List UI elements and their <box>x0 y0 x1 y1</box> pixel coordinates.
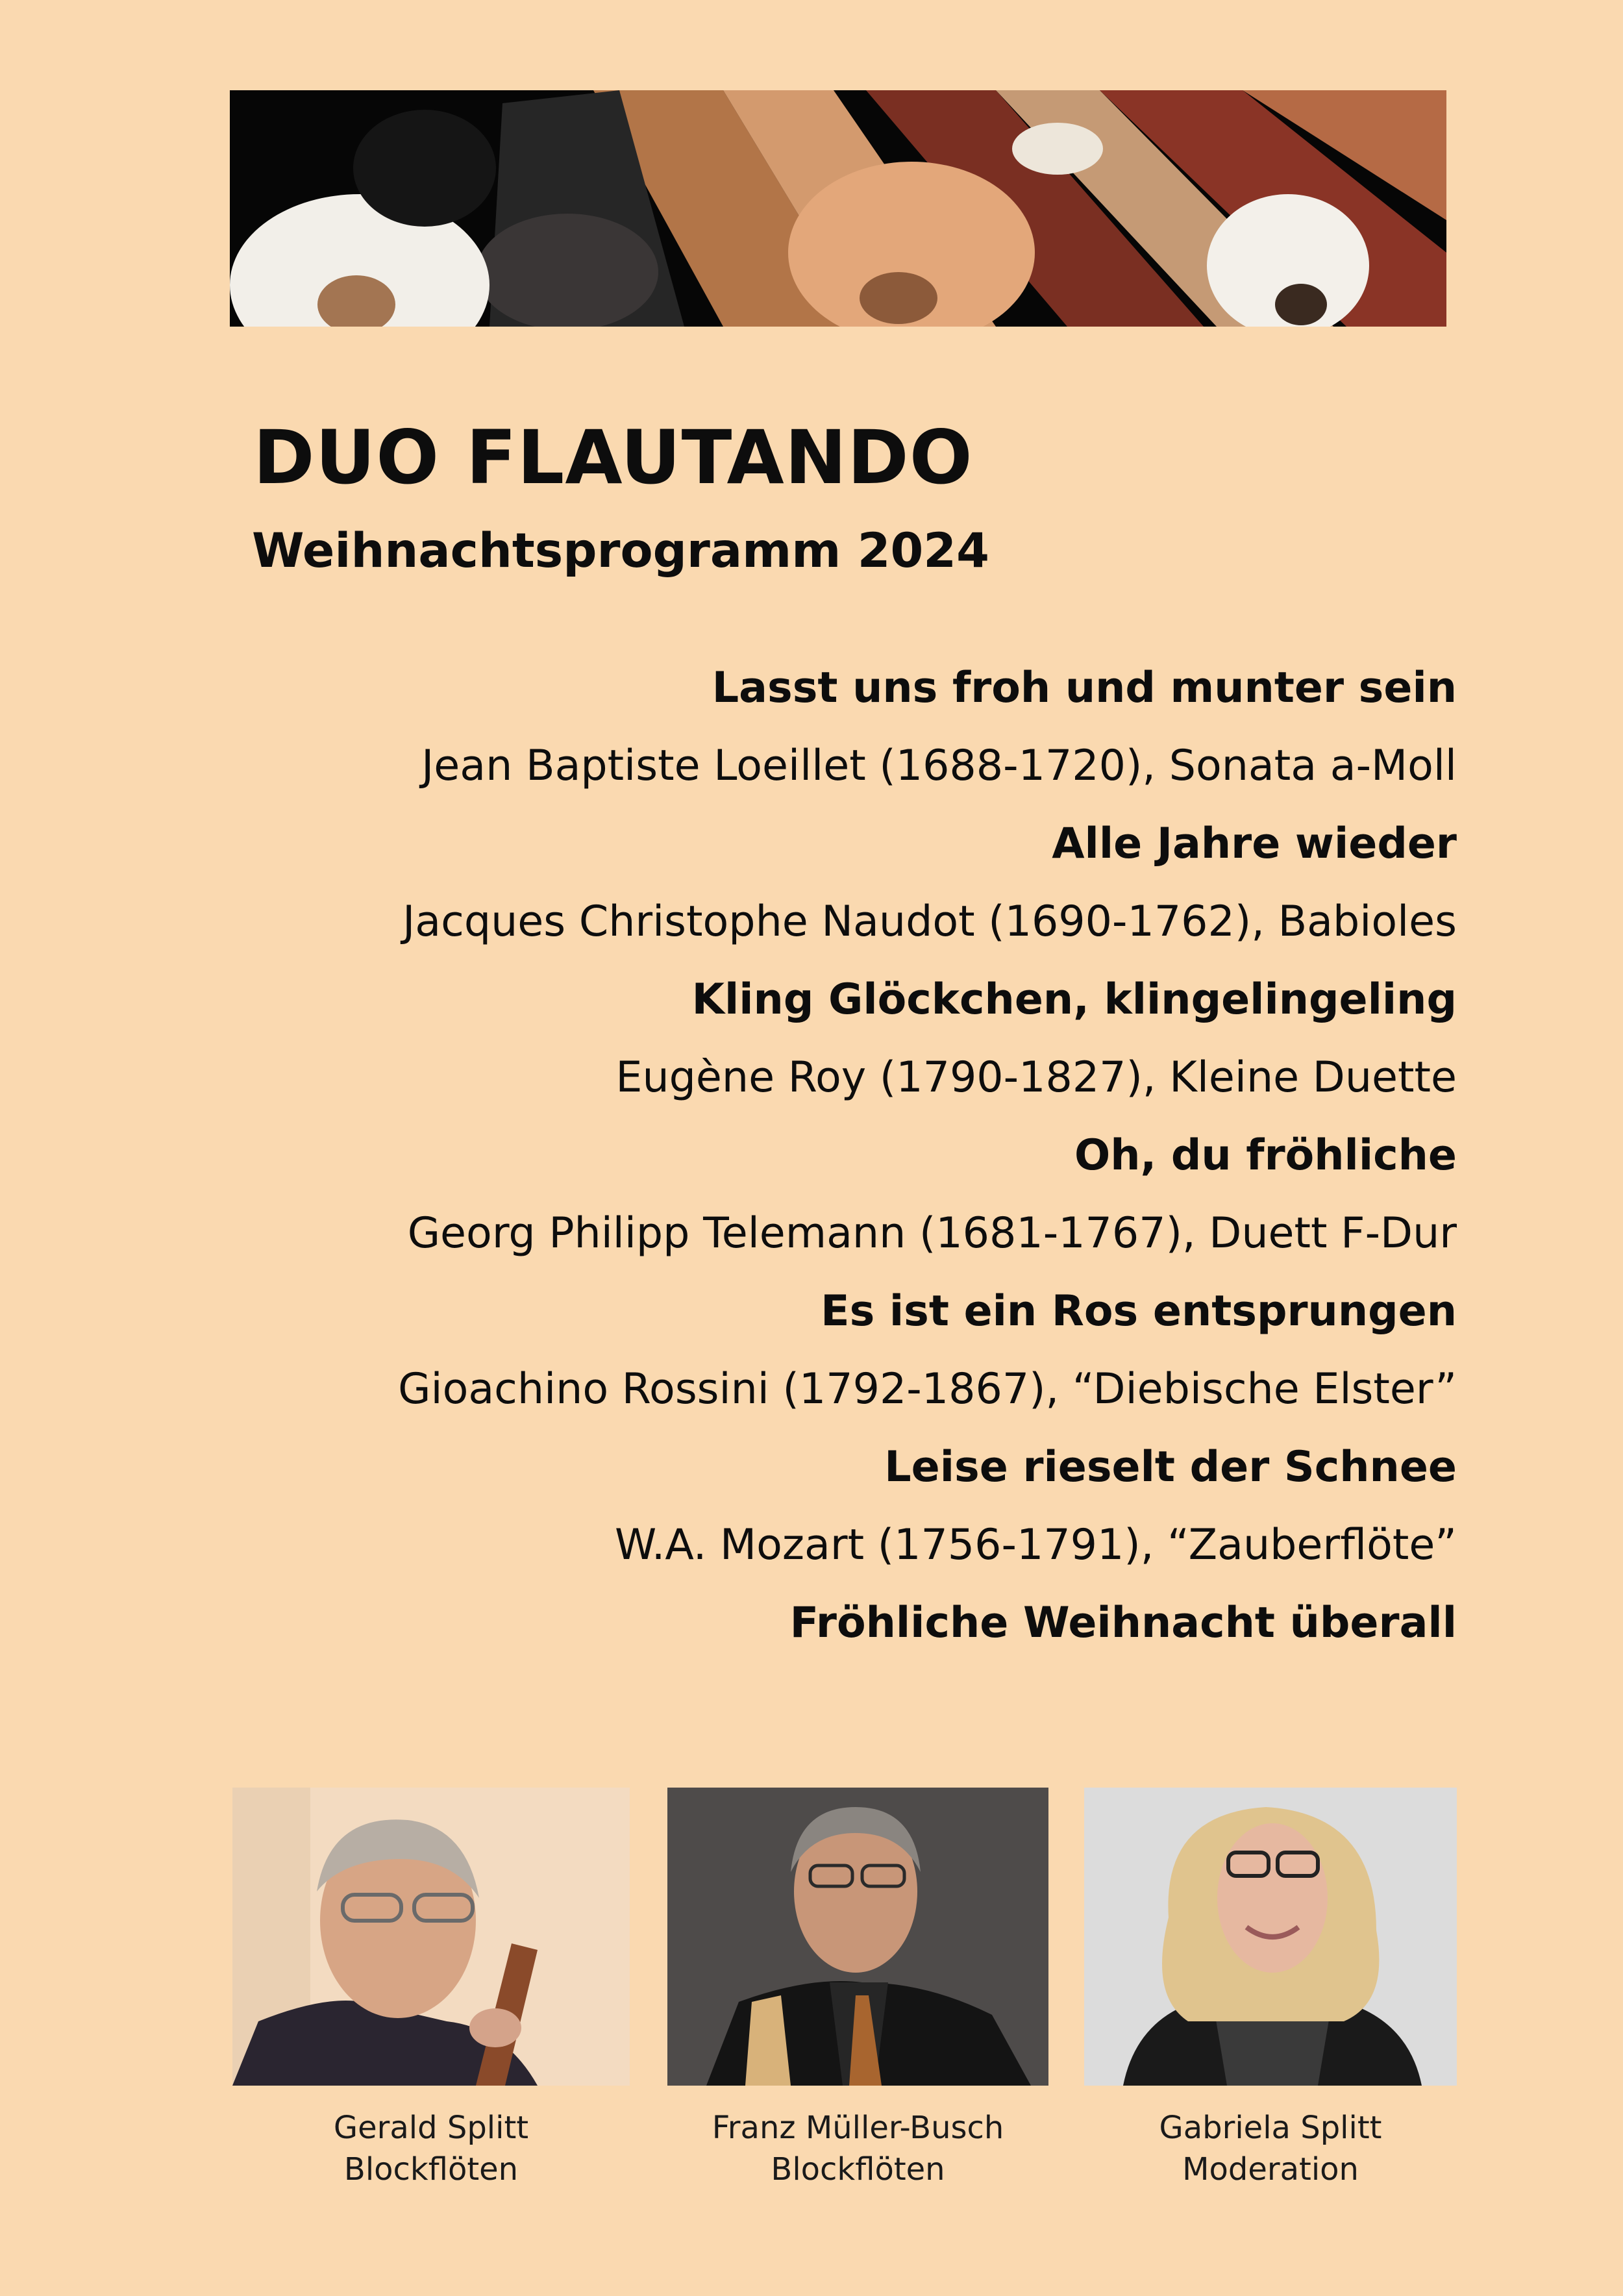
performer-role: Blockflöten <box>771 2151 945 2188</box>
program-song-title: Oh, du fröhliche <box>1074 1131 1457 1180</box>
program-piece: W.A. Mozart (1756-1791), “Zauberflöte” <box>614 1521 1457 1569</box>
program-piece: Georg Philipp Telemann (1681-1767), Duett F-Dur <box>407 1209 1457 1258</box>
program-piece: Gioachino Rossini (1792-1867), “Diebische Elster” <box>398 1365 1457 1414</box>
portrait-gabriela-splitt <box>1084 1788 1457 2086</box>
program-list <box>223 649 1457 1662</box>
program-song-title: Alle Jahre wieder <box>1052 819 1457 868</box>
recorders-banner-photo <box>230 90 1446 327</box>
program-song-title: Fröhliche Weihnacht überall <box>789 1599 1457 1647</box>
program-piece: Eugène Roy (1790-1827), Kleine Duette <box>615 1053 1457 1102</box>
performer-name: Gerald Splitt <box>333 2110 529 2146</box>
performer-role: Moderation <box>1182 2151 1359 2188</box>
performer-name: Gabriela Splitt <box>1159 2110 1382 2146</box>
performer-name: Franz Müller-Busch <box>712 2110 1004 2146</box>
program-song-title: Lasst uns froh und munter sein <box>712 664 1457 712</box>
performer-caption <box>667 2107 1048 2190</box>
program-song-title: Leise rieselt der Schnee <box>884 1443 1457 1491</box>
portrait-franz-mueller-busch <box>667 1788 1048 2086</box>
portrait-gerald-splitt <box>232 1788 630 2086</box>
program-song-title: Es ist ein Ros entsprungen <box>821 1287 1457 1336</box>
program-piece: Jean Baptiste Loeillet (1688-1720), Sonata a-Moll <box>421 742 1457 790</box>
program-piece: Jacques Christophe Naudot (1690-1762), Babioles <box>403 897 1457 946</box>
performer-caption <box>232 2107 630 2190</box>
performer-caption <box>1084 2107 1457 2190</box>
page-subtitle: Weihnachtsprogramm 2024 <box>252 523 989 579</box>
performer-role: Blockflöten <box>343 2151 519 2188</box>
page-title: DUO FLAUTANDO <box>253 414 973 501</box>
program-song-title: Kling Glöckchen, klingelingeling <box>691 975 1457 1024</box>
